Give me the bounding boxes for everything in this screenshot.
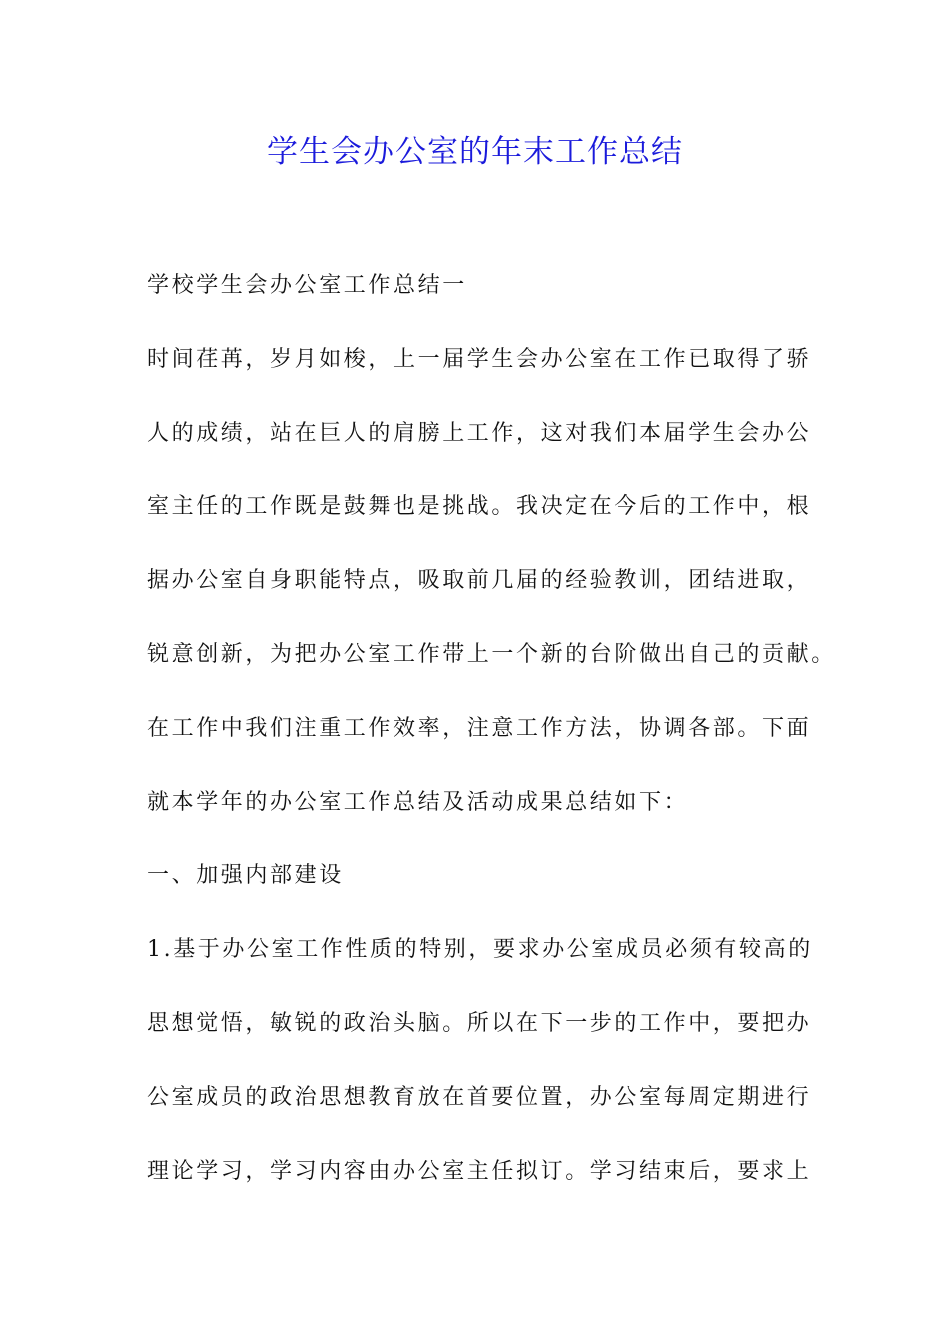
paragraph-line: 据办公室自身职能特点，吸取前几届的经验教训，团结进取， bbox=[147, 568, 812, 594]
section-heading: 学校学生会办公室工作总结一 bbox=[147, 273, 467, 298]
paragraph-line: 人的成绩，站在巨人的肩膀上工作，这对我们本届学生会办公 bbox=[147, 420, 812, 446]
paragraph-line: 在工作中我们注重工作效率，注意工作方法，协调各部。下面 bbox=[147, 715, 812, 741]
document-title: 学生会办公室的年末工作总结 bbox=[267, 134, 683, 170]
document-body bbox=[147, 262, 836, 1221]
paragraph-line: 时间荏苒，岁月如梭，上一届学生会办公室在工作已取得了骄 bbox=[147, 346, 812, 372]
paragraph-line: 公室成员的政治思想教育放在首要位置，办公室每周定期进行 bbox=[147, 1084, 812, 1110]
paragraph-line: 室主任的工作既是鼓舞也是挑战。我决定在今后的工作中，根 bbox=[147, 494, 812, 520]
paragraph-line: 理论学习，学习内容由办公室主任拟订。学习结束后，要求上 bbox=[147, 1158, 812, 1184]
paragraph-line: 思想觉悟，敏锐的政治头脑。所以在下一步的工作中，要把办 bbox=[147, 1010, 812, 1036]
paragraph-line: 就本学年的办公室工作总结及活动成果总结如下： bbox=[147, 789, 689, 815]
paragraph-line: 锐意创新，为把办公室工作带上一个新的台阶做出自己的贡献。 bbox=[147, 641, 836, 667]
paragraph-line: 1.基于办公室工作性质的特别，要求办公室成员必须有较高的 bbox=[147, 937, 813, 963]
section-heading: 一、加强内部建设 bbox=[147, 863, 344, 889]
